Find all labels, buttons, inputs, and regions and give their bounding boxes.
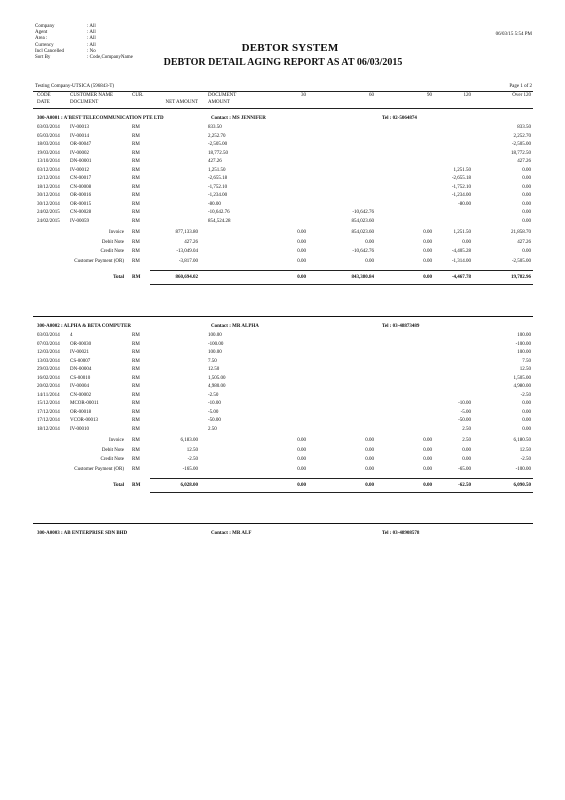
total-over: 6,090.50 bbox=[513, 483, 531, 489]
row-aging-over: 0.00 bbox=[522, 218, 531, 224]
summary-d60: 0.00 bbox=[365, 438, 374, 444]
col-90: 90 bbox=[427, 93, 432, 98]
summary-over: 6,180.50 bbox=[513, 438, 531, 444]
summary-d30: 0.00 bbox=[297, 457, 306, 463]
header-rule-bottom bbox=[33, 108, 533, 109]
summary-d120: 0.00 bbox=[462, 447, 471, 453]
row-document: OR-00016 bbox=[70, 193, 92, 199]
row-date: 13/03/2014 bbox=[37, 358, 60, 364]
row-doc-amount: -5.00 bbox=[208, 409, 219, 415]
row-date: 12/12/2014 bbox=[37, 176, 60, 182]
filter-value: : No bbox=[87, 48, 96, 54]
row-date: 03/03/2014 bbox=[37, 333, 60, 339]
summary-over: 12.50 bbox=[519, 447, 531, 453]
col-doc-amount: AMOUNT bbox=[208, 100, 230, 105]
company-name: Testing Company-UTSICA (596843-T) bbox=[35, 84, 115, 89]
row-doc-amount: 854,524.28 bbox=[208, 218, 231, 224]
col-date: DATE bbox=[37, 100, 50, 105]
row-aging-d120: -1,234.00 bbox=[451, 193, 471, 199]
report-subtitle: DEBTOR DETAIL AGING REPORT AS AT 06/03/2015 bbox=[163, 57, 403, 68]
row-aging-d120: -80.00 bbox=[458, 201, 471, 207]
row-date: 24/02/2015 bbox=[37, 218, 60, 224]
col-customer: CUSTOMER NAME bbox=[70, 93, 114, 98]
row-aging-d120: 1,251.50 bbox=[453, 167, 471, 173]
row-date: 12/03/2014 bbox=[37, 350, 60, 356]
row-currency: RM bbox=[132, 384, 140, 390]
row-date: 15/12/2014 bbox=[37, 401, 60, 407]
debtor-code-name: 300-A0002 : ALPHA & BETA COMPUTER bbox=[37, 324, 131, 329]
col-code: CODE bbox=[37, 93, 51, 98]
debtor-contact: Contact : MR ALPHA bbox=[211, 324, 259, 329]
total-rule-top bbox=[150, 478, 533, 479]
summary-d90: 0.00 bbox=[423, 447, 432, 453]
row-date: 30/12/2014 bbox=[37, 193, 60, 199]
row-doc-amount: -10,642.76 bbox=[208, 210, 230, 216]
row-date: 20/02/2014 bbox=[37, 384, 60, 390]
total-net: 6,028.00 bbox=[180, 483, 198, 489]
total-d60: 0.00 bbox=[365, 483, 374, 489]
row-document: CS-00007 bbox=[70, 358, 91, 364]
row-document: OR-00030 bbox=[70, 341, 92, 347]
next-debtor-contact: Contact : MR ALF bbox=[211, 531, 252, 536]
row-date: 18/12/2014 bbox=[37, 426, 60, 432]
row-aging-d120: -10.00 bbox=[458, 401, 471, 407]
summary-d120: 1,251.50 bbox=[453, 230, 471, 236]
summary-d90: 0.00 bbox=[423, 230, 432, 236]
total-d60: 843,380.84 bbox=[351, 275, 374, 281]
row-doc-amount: -2.50 bbox=[208, 392, 219, 398]
report-title: DEBTOR SYSTEM bbox=[241, 42, 339, 54]
summary-d30: 0.00 bbox=[297, 466, 306, 472]
row-aging-d120: -50.00 bbox=[458, 418, 471, 424]
summary-d30: 0.00 bbox=[297, 230, 306, 236]
row-document: CN-00008 bbox=[70, 184, 92, 190]
col-currency: CUR. bbox=[132, 93, 144, 98]
summary-d60: 0.00 bbox=[365, 457, 374, 463]
row-currency: RM bbox=[132, 125, 140, 131]
row-doc-amount: -50.00 bbox=[208, 418, 221, 424]
row-date: 18/12/2014 bbox=[37, 184, 60, 190]
summary-label: Debit Note bbox=[101, 239, 124, 245]
row-aging-over: 0.00 bbox=[522, 426, 531, 432]
debtor-separator bbox=[33, 316, 533, 317]
row-date: 29/03/2014 bbox=[37, 367, 60, 373]
summary-d120: 2.50 bbox=[462, 438, 471, 444]
row-currency: RM bbox=[132, 418, 140, 424]
row-doc-amount: 18,772.50 bbox=[208, 150, 228, 156]
summary-d30: 0.00 bbox=[297, 258, 306, 264]
row-aging-d120: -1,752.10 bbox=[451, 184, 471, 190]
row-aging-over: 0.00 bbox=[522, 418, 531, 424]
summary-over: 427.26 bbox=[517, 239, 531, 245]
row-doc-amount: -100.00 bbox=[208, 341, 224, 347]
row-currency: RM bbox=[132, 193, 140, 199]
filter-label: Sort By bbox=[35, 55, 51, 60]
summary-currency: RM bbox=[132, 239, 140, 245]
total-label: Total bbox=[113, 275, 124, 281]
filter-label: Agent bbox=[35, 30, 48, 36]
row-document: 4 bbox=[70, 333, 73, 339]
row-document: IV-00002 bbox=[70, 150, 89, 156]
row-doc-amount: 100.00 bbox=[208, 333, 222, 339]
col-doc-amount: DOCUMENT bbox=[208, 93, 237, 98]
row-doc-amount: 12.50 bbox=[208, 367, 220, 373]
col-120: 120 bbox=[463, 93, 471, 98]
row-document: DN-00001 bbox=[70, 159, 92, 165]
row-aging-over: 0.00 bbox=[522, 201, 531, 207]
summary-over: 21,858.70 bbox=[511, 230, 531, 236]
row-document: MCOR-00011 bbox=[70, 401, 99, 407]
summary-net: -3,817.00 bbox=[178, 258, 198, 264]
row-doc-amount: 427.26 bbox=[208, 159, 222, 165]
row-document: CN-00002 bbox=[70, 392, 92, 398]
summary-net: -13,049.04 bbox=[176, 249, 198, 255]
total-over: 19,782.96 bbox=[511, 275, 531, 281]
debtor-tel: Tel : 02-5064874 bbox=[382, 116, 417, 121]
summary-d120: 0.00 bbox=[462, 239, 471, 245]
summary-net: -165.00 bbox=[182, 466, 198, 472]
filter-value: : All bbox=[87, 42, 96, 48]
summary-d90: 0.00 bbox=[423, 466, 432, 472]
row-aging-over: 0.00 bbox=[522, 210, 531, 216]
filter-label: Company bbox=[35, 24, 55, 29]
total-rule-top bbox=[150, 270, 533, 271]
row-aging-over: 427.26 bbox=[517, 159, 531, 165]
row-date: 24/02/2015 bbox=[37, 210, 60, 216]
row-aging-over: -2.50 bbox=[520, 392, 531, 398]
row-doc-amount: -2,655.18 bbox=[208, 176, 228, 182]
summary-d90: 0.00 bbox=[423, 457, 432, 463]
row-currency: RM bbox=[132, 218, 140, 224]
total-d120: -4,467.78 bbox=[451, 275, 471, 281]
row-document: OR-00015 bbox=[70, 201, 92, 207]
row-aging-over: 100.00 bbox=[517, 350, 531, 356]
row-date: 03/03/2014 bbox=[37, 125, 60, 131]
summary-d30: 0.00 bbox=[297, 438, 306, 444]
row-currency: RM bbox=[132, 350, 140, 356]
total-d90: 0.00 bbox=[423, 483, 432, 489]
row-currency: RM bbox=[132, 184, 140, 190]
row-aging-over: 7.50 bbox=[522, 358, 531, 364]
row-document: IV-00021 bbox=[70, 350, 89, 356]
row-doc-amount: -10.00 bbox=[208, 401, 221, 407]
total-net: 860,694.02 bbox=[175, 275, 198, 281]
summary-currency: RM bbox=[132, 447, 140, 453]
summary-d60: -10,642.76 bbox=[352, 249, 374, 255]
summary-d30: 0.00 bbox=[297, 239, 306, 245]
row-currency: RM bbox=[132, 392, 140, 398]
row-currency: RM bbox=[132, 367, 140, 373]
summary-d90: 0.00 bbox=[423, 258, 432, 264]
filter-value: : Code,CompanyName bbox=[87, 55, 133, 60]
summary-label: Customer Payment (OR) bbox=[74, 466, 124, 472]
row-date: 13/10/2014 bbox=[37, 159, 60, 165]
debtor-tel: Tel : 03-48873489 bbox=[382, 324, 420, 329]
row-doc-amount: 1,505.00 bbox=[208, 375, 226, 381]
row-date: 05/03/2014 bbox=[37, 133, 60, 139]
row-date: 19/03/2014 bbox=[37, 150, 60, 156]
row-aging-over: 0.00 bbox=[522, 193, 531, 199]
row-currency: RM bbox=[132, 159, 140, 165]
total-d90: 0.00 bbox=[423, 275, 432, 281]
row-aging-over: 12.50 bbox=[519, 367, 531, 373]
summary-currency: RM bbox=[132, 438, 140, 444]
row-document: IV-00059 bbox=[70, 218, 89, 224]
row-aging-d60: -10,642.76 bbox=[352, 210, 374, 216]
row-document: OR-00018 bbox=[70, 409, 92, 415]
next-debtor-tel: Tel : 03-48908578 bbox=[382, 531, 420, 536]
filter-value: : All bbox=[87, 36, 96, 42]
row-currency: RM bbox=[132, 426, 140, 432]
summary-d60: 854,023.60 bbox=[351, 230, 374, 236]
row-doc-amount: -2,505.00 bbox=[208, 142, 228, 148]
col-30: 30 bbox=[301, 93, 306, 98]
col-net-amount: NET AMOUNT bbox=[165, 100, 198, 105]
summary-d30: 0.00 bbox=[297, 447, 306, 453]
row-currency: RM bbox=[132, 150, 140, 156]
summary-over: -2,505.00 bbox=[511, 258, 531, 264]
summary-d90: 0.00 bbox=[423, 438, 432, 444]
row-aging-over: 0.00 bbox=[522, 176, 531, 182]
next-debtor-code-name: 300-A0003 : AB ENTERPRISE SDN BHD bbox=[37, 531, 128, 536]
row-doc-amount: 7.50 bbox=[208, 358, 217, 364]
row-aging-over: 100.00 bbox=[517, 333, 531, 339]
row-aging-over: 0.00 bbox=[522, 184, 531, 190]
row-currency: RM bbox=[132, 333, 140, 339]
row-date: 14/11/2014 bbox=[37, 392, 60, 398]
summary-d90: 0.00 bbox=[423, 239, 432, 245]
row-document: CS-00010 bbox=[70, 375, 91, 381]
col-over-120: Over 120 bbox=[512, 93, 531, 98]
row-aging-over: 18,772.50 bbox=[511, 150, 531, 156]
summary-label: Credit Note bbox=[100, 249, 124, 255]
row-document: IV-00012 bbox=[70, 167, 89, 173]
row-currency: RM bbox=[132, 409, 140, 415]
total-rule-bottom bbox=[150, 284, 533, 285]
row-aging-over: -2,505.00 bbox=[511, 142, 531, 148]
row-aging-over: 2,252.70 bbox=[513, 133, 531, 139]
row-doc-amount: 2,252.70 bbox=[208, 133, 226, 139]
total-currency: RM bbox=[132, 483, 141, 489]
row-doc-amount: 833.50 bbox=[208, 125, 222, 131]
row-aging-over: 0.00 bbox=[522, 409, 531, 415]
filter-value: : All bbox=[87, 30, 96, 36]
row-document: IV-00010 bbox=[70, 426, 89, 432]
row-date: 17/12/2014 bbox=[37, 418, 60, 424]
total-d120: -62.50 bbox=[458, 483, 471, 489]
summary-d30: 0.00 bbox=[297, 249, 306, 255]
row-currency: RM bbox=[132, 133, 140, 139]
filter-value: : All bbox=[87, 24, 96, 29]
total-currency: RM bbox=[132, 275, 141, 281]
summary-d120: -4,405.28 bbox=[451, 249, 471, 255]
summary-d120: -1,314.00 bbox=[451, 258, 471, 264]
row-date: 07/03/2014 bbox=[37, 341, 60, 347]
total-d30: 0.00 bbox=[297, 483, 306, 489]
row-doc-amount: -1,752.10 bbox=[208, 184, 228, 190]
summary-d60: 0.00 bbox=[365, 466, 374, 472]
row-aging-over: -100.00 bbox=[515, 341, 531, 347]
row-document: CN-00028 bbox=[70, 210, 92, 216]
row-document: DN-00004 bbox=[70, 367, 92, 373]
row-currency: RM bbox=[132, 341, 140, 347]
row-document: IV-00013 bbox=[70, 125, 89, 131]
summary-label: Debit Note bbox=[101, 447, 124, 453]
row-date: 03/12/2014 bbox=[37, 167, 60, 173]
row-date: 16/02/2014 bbox=[37, 375, 60, 381]
header-rule-top bbox=[33, 91, 533, 92]
row-aging-over: 833.50 bbox=[517, 125, 531, 131]
summary-label: Invoice bbox=[109, 438, 124, 444]
debtor-contact: Contact : MS JENNIFER bbox=[211, 116, 266, 121]
row-aging-over: 0.00 bbox=[522, 401, 531, 407]
debtor-separator bbox=[33, 523, 533, 524]
summary-currency: RM bbox=[132, 249, 140, 255]
summary-net: 427.26 bbox=[184, 239, 198, 245]
row-aging-over: 1,505.00 bbox=[513, 375, 531, 381]
row-document: IV-00014 bbox=[70, 133, 89, 139]
row-date: 17/12/2014 bbox=[37, 409, 60, 415]
row-doc-amount: 1,251.50 bbox=[208, 167, 226, 173]
summary-currency: RM bbox=[132, 457, 140, 463]
summary-label: Credit Note bbox=[100, 457, 124, 463]
row-date: 18/03/2014 bbox=[37, 142, 60, 148]
row-currency: RM bbox=[132, 176, 140, 182]
row-currency: RM bbox=[132, 401, 140, 407]
debtor-code-name: 300-A0001 : A'BEST TELECOMMUNICATION PTE LTD bbox=[37, 116, 164, 121]
row-document: VCOR-00013 bbox=[70, 418, 99, 424]
filter-label: Area : bbox=[35, 36, 48, 42]
row-document: CN-00017 bbox=[70, 176, 92, 182]
summary-d60: 0.00 bbox=[365, 258, 374, 264]
summary-currency: RM bbox=[132, 258, 140, 264]
summary-over: -100.00 bbox=[515, 466, 531, 472]
row-doc-amount: 100.00 bbox=[208, 350, 222, 356]
total-label: Total bbox=[113, 483, 124, 489]
row-aging-over: 4,980.00 bbox=[513, 384, 531, 390]
summary-currency: RM bbox=[132, 466, 140, 472]
page-info: Page 1 of 2 bbox=[509, 84, 532, 89]
row-doc-amount: 4,980.00 bbox=[208, 384, 226, 390]
summary-d120: 0.00 bbox=[462, 457, 471, 463]
summary-label: Customer Payment (OR) bbox=[74, 258, 124, 264]
summary-d120: -65.00 bbox=[458, 466, 471, 472]
row-doc-amount: -1,234.00 bbox=[208, 193, 228, 199]
summary-net: 12.50 bbox=[186, 447, 198, 453]
row-aging-d120: 2.50 bbox=[462, 426, 471, 432]
summary-over: 0.00 bbox=[522, 249, 531, 255]
summary-label: Invoice bbox=[109, 230, 124, 236]
row-currency: RM bbox=[132, 201, 140, 207]
row-currency: RM bbox=[132, 167, 140, 173]
summary-net: 877,133.80 bbox=[175, 230, 198, 236]
row-doc-amount: -80.00 bbox=[208, 201, 221, 207]
row-currency: RM bbox=[132, 358, 140, 364]
col-document: DOCUMENT bbox=[70, 100, 99, 105]
total-d30: 0.00 bbox=[297, 275, 306, 281]
summary-d60: 0.00 bbox=[365, 447, 374, 453]
row-currency: RM bbox=[132, 142, 140, 148]
row-aging-d60: 854,023.60 bbox=[351, 218, 374, 224]
row-aging-d120: -5.00 bbox=[460, 409, 471, 415]
filter-label: Currency bbox=[35, 42, 54, 48]
row-document: OR-00047 bbox=[70, 142, 92, 148]
row-document: IV-00004 bbox=[70, 384, 89, 390]
summary-d90: 0.00 bbox=[423, 249, 432, 255]
summary-net: 6,183.00 bbox=[180, 438, 198, 444]
col-60: 60 bbox=[369, 93, 374, 98]
row-currency: RM bbox=[132, 210, 140, 216]
row-currency: RM bbox=[132, 375, 140, 381]
row-aging-over: 0.00 bbox=[522, 167, 531, 173]
filter-label: Incl Cancelled bbox=[35, 48, 65, 54]
summary-over: -2.50 bbox=[520, 457, 531, 463]
summary-net: -2.50 bbox=[187, 457, 198, 463]
row-aging-d120: -2,655.18 bbox=[451, 176, 471, 182]
total-rule-bottom bbox=[150, 492, 533, 493]
summary-currency: RM bbox=[132, 230, 140, 236]
row-date: 30/12/2014 bbox=[37, 201, 60, 207]
printed-at: 06/03/15 5:54 PM bbox=[495, 32, 532, 37]
row-doc-amount: 2.50 bbox=[208, 426, 217, 432]
summary-d60: 0.00 bbox=[365, 239, 374, 245]
